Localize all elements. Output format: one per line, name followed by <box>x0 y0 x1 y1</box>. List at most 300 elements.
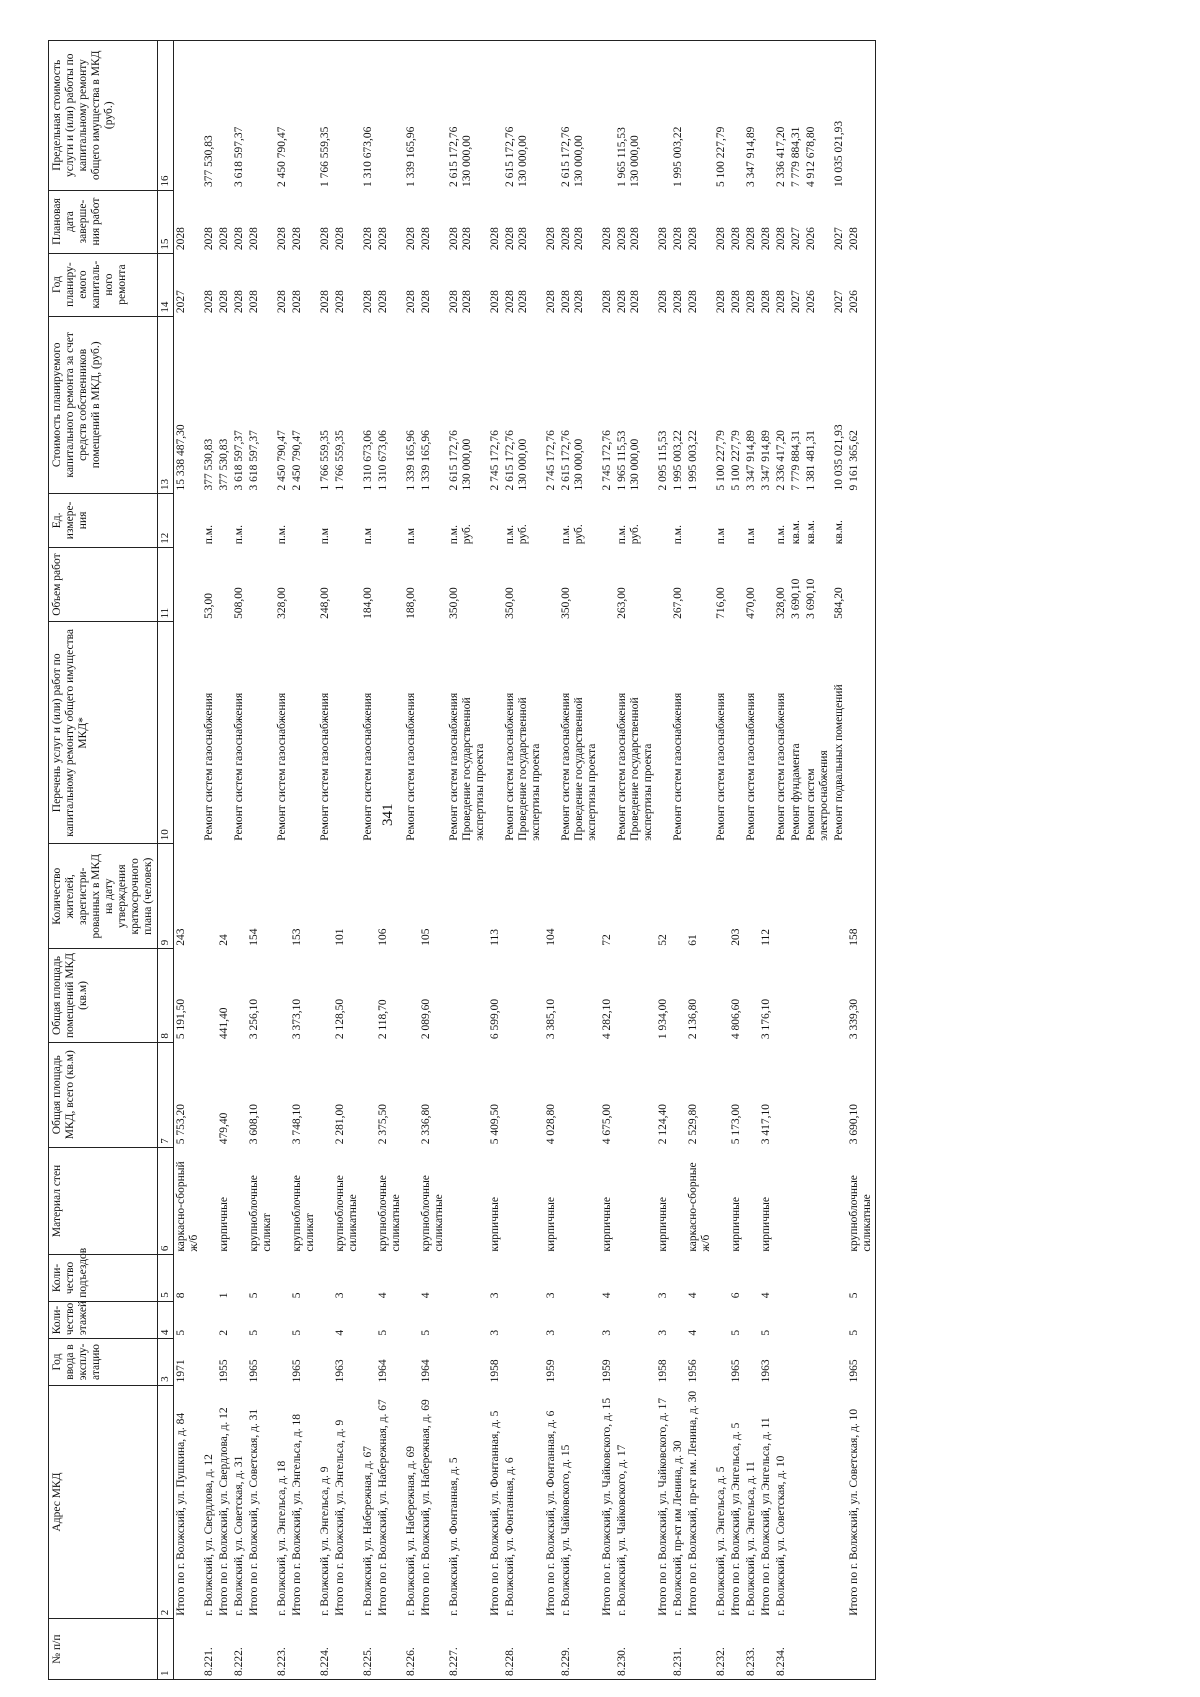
wall-material-cell <box>447 1147 488 1254</box>
works-list-line: Проведение государственной <box>629 697 641 841</box>
works-list-cell <box>447 622 488 844</box>
max-cost-cell <box>686 41 714 191</box>
works-list-cell: Ремонт систем газоснабжения <box>203 692 215 841</box>
work-volume-cell <box>600 547 615 622</box>
residents-cell: 158 <box>847 844 876 949</box>
repair-year-cell: 2028 <box>745 290 757 314</box>
wall-material-cell <box>714 1147 729 1254</box>
table-row <box>275 41 290 1680</box>
row-number-cell <box>488 1619 503 1680</box>
table-row <box>217 41 232 1680</box>
unit-cell <box>759 494 774 548</box>
work-volume-cell <box>729 547 744 622</box>
wall-material-cell <box>559 1147 600 1254</box>
repair-plan-table <box>48 40 876 1680</box>
total-area-cell <box>404 1042 419 1147</box>
table-row <box>333 41 361 1680</box>
total-area-cell <box>804 1042 832 1147</box>
wall-material-cell: кирпичные <box>489 1197 501 1252</box>
works-list-cell: Ремонт систем газоснабжения <box>745 692 757 841</box>
total-area-cell <box>615 1042 656 1147</box>
residents-cell <box>275 844 290 949</box>
completion-date-cell: 2026 <box>805 227 817 251</box>
completion-date-cell: 2028 <box>672 227 684 251</box>
completion-date-line: 2028 <box>616 227 628 251</box>
unit-line: руб. <box>573 524 585 545</box>
repair-cost-cell: 3 347 914,89 <box>745 430 757 491</box>
premises-area-cell <box>671 949 686 1042</box>
repair-year-cell: 2028 <box>730 290 742 314</box>
row-number-cell <box>544 1619 559 1680</box>
work-volume-cell: 350,00 <box>560 587 572 619</box>
work-volume-cell <box>759 547 774 622</box>
row-number-cell <box>656 1619 671 1680</box>
row-number-cell <box>832 1619 847 1680</box>
works-list-cell <box>290 622 318 844</box>
repair-cost-cell: 9 161 365,62 <box>847 316 876 493</box>
repair-cost-cell: 2 745 172,76 <box>545 430 557 491</box>
premises-area-cell: 1 934,00 <box>657 998 669 1040</box>
column-number: 3 <box>158 1339 174 1386</box>
row-number-cell: 8.231. <box>671 1619 686 1680</box>
residents-cell <box>318 844 333 949</box>
row-number-cell: 8.223. <box>275 1619 290 1680</box>
max-cost-cell: 5 100 227,79 <box>714 41 729 191</box>
residents-cell <box>559 844 600 949</box>
floors-cell: 4 <box>687 1329 699 1336</box>
commission-year-cell: 1971 <box>175 1359 187 1383</box>
work-volume-cell: 584,20 <box>833 587 845 619</box>
repair-cost-cell: 1 995 003,22 <box>687 430 699 491</box>
repair-year-cell: 2028 <box>601 290 613 314</box>
column-number: 6 <box>158 1147 174 1254</box>
address-cell: Итого по г. Волжский, ул Энгельса, д. 11 <box>760 1417 772 1616</box>
total-area-cell <box>774 1042 789 1147</box>
work-volume-cell <box>217 547 232 622</box>
repair-year-cell: 2028 <box>760 290 772 314</box>
address-cell: г. Волжский, ул. Энгельса, д. 5 <box>715 1466 727 1616</box>
commission-year-cell: 1965 <box>847 1339 876 1386</box>
column-number: 13 <box>158 316 174 493</box>
address-cell: Итого по г. Волжский, ул Энгельса, д. 5 <box>730 1422 742 1616</box>
header-cell: Общая площадь помещений МКД (кв.м) <box>49 949 158 1042</box>
entrances-cell <box>744 1255 759 1302</box>
unit-cell <box>419 494 447 548</box>
repair-year-cell: 2028 <box>248 290 260 314</box>
works-list-cell: Ремонт систем газоснабжения <box>715 692 727 841</box>
premises-area-cell <box>275 949 290 1042</box>
table-row <box>789 41 804 1680</box>
repair-cost-cell: 377 530,83 <box>218 438 230 491</box>
row-number-cell: 8.229. <box>559 1619 600 1680</box>
commission-year-cell <box>404 1339 419 1386</box>
header-cell: Адрес МКД <box>49 1385 158 1618</box>
column-number: 2 <box>158 1385 174 1618</box>
works-list-line: Ремонт систем газоснабжения <box>560 692 572 841</box>
work-volume-cell: 184,00 <box>362 587 374 619</box>
max-cost-cell <box>600 41 615 191</box>
completion-date-cell: 2028 <box>775 227 787 251</box>
unit-cell <box>488 494 503 548</box>
residents-cell <box>832 844 847 949</box>
max-cost-line: 2 615 172,76 <box>560 126 572 188</box>
work-volume-cell <box>686 547 714 622</box>
floors-cell <box>615 1301 656 1338</box>
floors-cell <box>789 1301 804 1338</box>
residents-cell <box>714 844 729 949</box>
header-cell: Объем работ <box>49 547 158 622</box>
repair-cost-cell: 7 779 884,31 <box>790 430 802 491</box>
repair-year-cell: 2028 <box>362 290 374 314</box>
work-volume-cell: 508,00 <box>233 587 245 619</box>
completion-date-cell: 2028 <box>420 227 432 251</box>
works-list-line: Проведение государственной <box>461 697 473 841</box>
premises-area-cell: 3 385,10 <box>545 998 557 1040</box>
table-row <box>488 41 503 1680</box>
residents-cell: 243 <box>175 928 187 946</box>
residents-cell: 101 <box>334 928 346 946</box>
row-number-cell <box>333 1619 361 1680</box>
table-row <box>759 41 774 1680</box>
floors-cell: 4 <box>334 1329 346 1336</box>
premises-area-cell: 6 599,00 <box>489 998 501 1040</box>
commission-year-cell <box>774 1339 789 1386</box>
premises-area-cell <box>804 949 832 1042</box>
residents-cell <box>774 844 789 949</box>
row-number-cell <box>217 1619 232 1680</box>
entrances-cell: 3 <box>657 1292 669 1299</box>
repair-year-cell: 2028 <box>276 290 288 314</box>
completion-date-cell: 2028 <box>715 227 727 251</box>
header-cell: Предельная стоимость услуги и (или) работы по капитальному ремонту общего имущества в МКД (руб.) <box>49 41 158 191</box>
address-cell: Итого по г. Волжский, ул. Набережная, д. 67 <box>377 1399 389 1616</box>
total-area-cell <box>559 1042 600 1147</box>
premises-area-cell <box>615 949 656 1042</box>
premises-area-cell: 4 282,10 <box>601 998 613 1040</box>
total-area-cell <box>232 1042 247 1147</box>
total-area-cell: 5 753,20 <box>175 1103 187 1145</box>
max-cost-cell: 1 310 673,06 <box>361 41 376 191</box>
repair-year-line: 2028 <box>560 290 572 314</box>
total-area-cell: 4 675,00 <box>601 1103 613 1145</box>
commission-year-cell: 1958 <box>657 1359 669 1383</box>
commission-year-cell <box>275 1339 290 1386</box>
total-area-cell <box>832 1042 847 1147</box>
column-number: 16 <box>158 41 174 191</box>
max-cost-cell: 2 450 790,47 <box>275 41 290 191</box>
unit-cell <box>333 494 361 548</box>
total-area-cell: 3 608,10 <box>248 1103 260 1145</box>
header-cell: Стоимость планируемого капитального ремонта за счет средств собственников помещений в МКД, (руб.) <box>49 316 158 493</box>
residents-cell <box>404 844 419 949</box>
total-area-cell: 4 028,80 <box>545 1103 557 1145</box>
unit-cell: п.м. <box>203 525 215 545</box>
completion-date-cell: 2028 <box>175 227 187 251</box>
works-list-cell <box>729 622 744 844</box>
column-number: 8 <box>158 949 174 1042</box>
work-volume-cell <box>376 547 404 622</box>
repair-year-line: 2028 <box>517 290 529 314</box>
repair-year-cell: 2028 <box>672 290 684 314</box>
floors-cell <box>714 1301 729 1338</box>
row-number-cell: 8.222. <box>232 1619 247 1680</box>
unit-cell: п.м <box>745 527 757 545</box>
works-list-cell <box>686 622 714 844</box>
address-cell: г. Волжский, ул. Набережная, д. 67 <box>362 1445 374 1616</box>
repair-year-line: 2028 <box>461 290 473 314</box>
works-list-cell <box>544 622 559 844</box>
header-row <box>49 41 158 1680</box>
completion-date-cell: 2028 <box>276 227 288 251</box>
work-volume-cell <box>333 547 361 622</box>
row-number-cell <box>376 1619 404 1680</box>
repair-year-cell: 2028 <box>715 290 727 314</box>
row-number-cell: 8.234. <box>774 1619 789 1680</box>
repair-year-cell: 2028 <box>218 290 230 314</box>
max-cost-cell: 1 766 559,35 <box>318 41 333 191</box>
entrances-cell: 5 <box>847 1255 876 1302</box>
wall-material-cell: крупноблочные силикат <box>291 1175 316 1252</box>
address-cell: Итого по г. Волжский, ул. Фонтанная, д. 5 <box>489 1410 501 1616</box>
total-area-cell: 3 748,10 <box>291 1103 303 1145</box>
repair-year-cell <box>447 253 488 316</box>
entrances-cell <box>318 1255 333 1302</box>
commission-year-cell: 1965 <box>291 1359 303 1383</box>
total-area-cell: 2 124,40 <box>657 1103 669 1145</box>
address-cell: г. Волжский, ул. Энгельса, д. 11 <box>745 1461 757 1616</box>
max-cost-cell: 3 347 914,89 <box>744 41 759 191</box>
address-cell: г. Волжский, ул. Фонтанная, д. 5 <box>448 1457 460 1616</box>
repair-cost-cell <box>503 316 544 493</box>
repair-cost-cell: 1 310 673,06 <box>377 430 389 491</box>
works-list-line: экспертизы проекта <box>586 743 598 841</box>
repair-year-cell: 2028 <box>291 290 303 314</box>
repair-cost-cell <box>615 316 656 493</box>
premises-area-cell: 3 373,10 <box>291 998 303 1040</box>
completion-date-line: 2028 <box>560 227 572 251</box>
work-volume-cell: 328,00 <box>276 587 288 619</box>
column-number: 14 <box>158 253 174 316</box>
commission-year-cell <box>714 1339 729 1386</box>
entrances-cell: 4 <box>760 1292 772 1299</box>
max-cost-cell <box>656 41 671 191</box>
residents-cell <box>361 844 376 949</box>
table-row <box>847 41 876 1680</box>
table-row <box>376 41 404 1680</box>
header-cell: Коли-чество подъездов <box>49 1255 158 1302</box>
repair-cost-cell <box>559 316 600 493</box>
repair-year-line: 2028 <box>629 290 641 314</box>
unit-cell: п.м. <box>672 525 684 545</box>
entrances-cell <box>714 1255 729 1302</box>
completion-date-cell: 2028 <box>377 227 389 251</box>
header-cell: Ед. измере-ния <box>49 494 158 548</box>
completion-date-line: 2028 <box>461 227 473 251</box>
column-number: 7 <box>158 1042 174 1147</box>
address-cell: г. Волжский, ул. Фонтанная, д. 6 <box>504 1457 516 1616</box>
max-cost-cell <box>759 41 774 191</box>
entrances-cell: 3 <box>545 1292 557 1299</box>
unit-cell <box>503 494 544 548</box>
residents-cell: 61 <box>687 934 699 946</box>
floors-cell: 5 <box>847 1301 876 1338</box>
floors-cell <box>804 1301 832 1338</box>
commission-year-cell <box>503 1339 544 1386</box>
unit-cell: кв.м. <box>833 520 845 545</box>
repair-year-cell: 2028 <box>334 290 346 314</box>
total-area-cell: 3 417,10 <box>760 1103 772 1145</box>
total-area-cell <box>447 1042 488 1147</box>
entrances-cell: 4 <box>420 1292 432 1299</box>
max-cost-cell: 7 779 884,31 <box>789 41 804 191</box>
works-list-cell: Ремонт систем газоснабжения <box>775 692 787 841</box>
works-list-cell: Ремонт систем газоснабжения <box>233 692 245 841</box>
table-row <box>290 41 318 1680</box>
floors-cell: 3 <box>545 1329 557 1336</box>
repair-cost-cell: 1 995 003,22 <box>672 430 684 491</box>
floors-cell: 3 <box>489 1329 501 1336</box>
repair-year-line: 2028 <box>616 290 628 314</box>
commission-year-cell <box>615 1339 656 1386</box>
completion-date-line: 2028 <box>629 227 641 251</box>
repair-year-cell: 2028 <box>319 290 331 314</box>
total-area-cell: 5 409,50 <box>489 1103 501 1145</box>
completion-date-line: 2028 <box>517 227 529 251</box>
table-row <box>600 41 615 1680</box>
total-area-cell <box>671 1042 686 1147</box>
work-volume-cell: 328,00 <box>775 587 787 619</box>
table-row <box>447 41 488 1680</box>
unit-cell: п.м <box>362 527 374 545</box>
repair-cost-line: 1 965 115,53 <box>616 430 628 491</box>
completion-date-cell: 2028 <box>601 227 613 251</box>
premises-area-cell: 2 128,50 <box>334 998 346 1040</box>
floors-cell <box>318 1301 333 1338</box>
total-area-cell: 2 281,00 <box>334 1103 346 1145</box>
max-cost-cell <box>174 41 203 191</box>
works-list-cell: Ремонт систем газоснабжения <box>362 692 374 841</box>
total-area-cell <box>361 1042 376 1147</box>
unit-cell: кв.м. <box>805 520 817 545</box>
residents-cell <box>232 844 247 949</box>
address-cell: г. Волжский, ул. Чайковского, д. 17 <box>616 1444 628 1616</box>
total-area-cell <box>275 1042 290 1147</box>
floors-cell: 5 <box>420 1329 432 1336</box>
residents-cell <box>744 844 759 949</box>
repair-year-cell: 2028 <box>545 290 557 314</box>
unit-cell: п.м. <box>233 525 245 545</box>
header-cell: Коли-чество этажей <box>49 1301 158 1338</box>
wall-material-cell <box>232 1147 247 1254</box>
premises-area-cell <box>744 949 759 1042</box>
repair-cost-cell: 1 310 673,06 <box>362 430 374 491</box>
premises-area-cell <box>832 949 847 1042</box>
completion-date-line: 2028 <box>448 227 460 251</box>
wall-material-cell: кирпичные <box>218 1197 230 1252</box>
max-cost-cell <box>376 41 404 191</box>
repair-cost-cell: 5 100 227,79 <box>715 430 727 491</box>
table-row <box>503 41 544 1680</box>
works-list-cell <box>488 622 503 844</box>
max-cost-cell <box>447 41 488 191</box>
unit-cell <box>847 494 876 548</box>
unit-line: руб. <box>517 524 529 545</box>
max-cost-cell <box>419 41 447 191</box>
work-volume-cell: 53,00 <box>203 593 215 619</box>
wall-material-cell <box>804 1147 832 1254</box>
repair-year-cell: 2028 <box>377 290 389 314</box>
works-list-cell: Ремонт фундамента <box>790 743 802 841</box>
wall-material-cell <box>615 1147 656 1254</box>
entrances-cell <box>447 1255 488 1302</box>
completion-date-cell: 2028 <box>203 227 215 251</box>
table-row <box>202 41 217 1680</box>
column-number: 1 <box>158 1619 174 1680</box>
repair-cost-cell: 1 381 481,31 <box>805 430 817 491</box>
wall-material-cell <box>789 1147 804 1254</box>
address-cell <box>832 1385 847 1618</box>
row-number-cell <box>789 1619 804 1680</box>
work-volume-cell: 350,00 <box>448 587 460 619</box>
row-number-cell: 8.227. <box>447 1619 488 1680</box>
address-cell: Итого по г. Волжский, ул. Фонтанная, д. 6 <box>545 1410 557 1616</box>
max-cost-line: 130 000,00 <box>629 135 641 188</box>
repair-cost-cell: 2 095 115,53 <box>657 430 669 491</box>
wall-material-cell <box>832 1147 847 1254</box>
repair-year-cell: 2026 <box>805 290 817 314</box>
wall-material-cell: кирпичные <box>760 1197 772 1252</box>
work-volume-cell <box>174 547 203 622</box>
floors-cell <box>361 1301 376 1338</box>
unit-cell <box>247 494 275 548</box>
table-body <box>174 41 876 1680</box>
wall-material-cell: крупноблочные силикатные <box>420 1175 445 1252</box>
table-row <box>361 41 376 1680</box>
work-volume-cell: 248,00 <box>319 587 331 619</box>
table-row <box>318 41 333 1680</box>
column-number: 10 <box>158 622 174 844</box>
work-volume-cell <box>656 547 671 622</box>
total-area-cell: 2 375,50 <box>377 1103 389 1145</box>
floors-cell: 5 <box>377 1329 389 1336</box>
repair-cost-cell: 3 347 914,89 <box>760 430 772 491</box>
table-row <box>686 41 714 1680</box>
commission-year-cell: 1965 <box>248 1359 260 1383</box>
commission-year-cell: 1956 <box>687 1359 699 1383</box>
residents-cell: 24 <box>218 934 230 946</box>
floors-cell: 5 <box>248 1329 260 1336</box>
commission-year-cell <box>559 1339 600 1386</box>
commission-year-cell <box>804 1339 832 1386</box>
wall-material-cell: кирпичные <box>545 1197 557 1252</box>
unit-cell <box>729 494 744 548</box>
premises-area-cell <box>774 949 789 1042</box>
table-row <box>404 41 419 1680</box>
page-number: 341 <box>380 803 396 826</box>
residents-cell: 154 <box>248 928 260 946</box>
row-number-cell <box>600 1619 615 1680</box>
max-cost-line: 130 000,00 <box>461 135 473 188</box>
total-area-cell: 2 529,80 <box>687 1103 699 1145</box>
entrances-cell <box>774 1255 789 1302</box>
premises-area-cell <box>447 949 488 1042</box>
repair-cost-cell: 1 339 165,96 <box>405 430 417 491</box>
row-number-cell <box>247 1619 275 1680</box>
floors-cell: 5 <box>175 1329 187 1336</box>
premises-area-cell <box>232 949 247 1042</box>
wall-material-cell <box>671 1147 686 1254</box>
repair-year-line: 2028 <box>573 290 585 314</box>
